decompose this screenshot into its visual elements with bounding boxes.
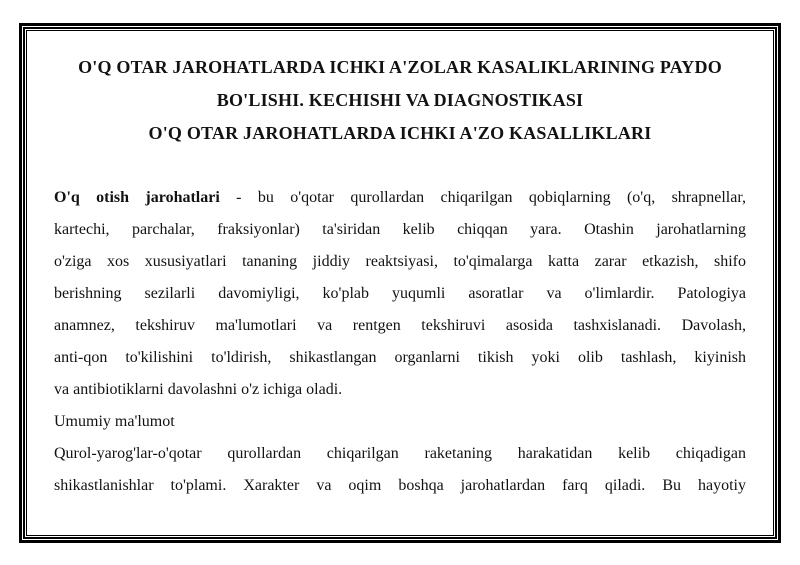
paragraph-line: anamnez, tekshiruv ma'lumotlari va rentgen tekshiruvi asosida tashxislanadi. Davolash, — [54, 317, 746, 334]
paragraph-line-text: - bu o'qotar qurollardan chiqarilgan qobiqlarning (o'q, shrapnellar, — [236, 189, 746, 206]
title-line-1: O'Q OTAR JAROHATLARDA ICHKI A'ZOLAR KASALIKLARINING PAYDO — [78, 57, 722, 77]
paragraph-line: berishning sezilarli davomiyligi, ko'plab yuqumli asoratlar va o'limlardir. Patologiya — [54, 285, 746, 302]
page-border-inner-line — [26, 30, 774, 536]
paragraph-line: kartechi, parchalar, fraksiyonlar) ta'siridan kelib chiqqan yara. Otashin jarohatlarning — [54, 221, 746, 238]
title-line-3: O'Q OTAR JAROHATLARDA ICHKI A'ZO KASALLIKLARI — [148, 123, 652, 143]
overview-paragraph — [54, 438, 746, 502]
title-line-2: BO'LISHI. KECHISHI VA DIAGNOSTIKASI — [216, 90, 584, 110]
section-subheading: Umumiy ma'lumot — [54, 413, 175, 430]
document-content — [27, 31, 773, 535]
intro-paragraph — [54, 182, 746, 406]
document-title — [54, 51, 746, 150]
page-border-frame — [19, 23, 781, 543]
bold-lead-term: O'q otish jarohatlari — [54, 189, 220, 206]
paragraph-line: shikastlanishlar to'plami. Xarakter va oqim boshqa jarohatlardan farq qiladi. Bu hayotiy — [54, 477, 746, 494]
paragraph-line — [54, 182, 746, 214]
paragraph-line: Qurol-yarog'lar-o'qotar qurollardan chiqarilgan raketaning harakatidan kelib chiqadigan — [54, 445, 746, 462]
paragraph-line: va antibiotiklarni davolashni o'z ichiga oladi. — [54, 381, 343, 398]
page-border-middle-line — [23, 27, 777, 539]
paragraph-line: o'ziga xos xususiyatlari tananing jiddiy reaktsiyasi, to'qimalarga katta zarar etkazish, shifo — [54, 253, 746, 270]
paragraph-line: anti-qon to'kilishini to'ldirish, shikastlangan organlarni tikish yoki olib tashlash, kiyinish — [54, 349, 746, 366]
